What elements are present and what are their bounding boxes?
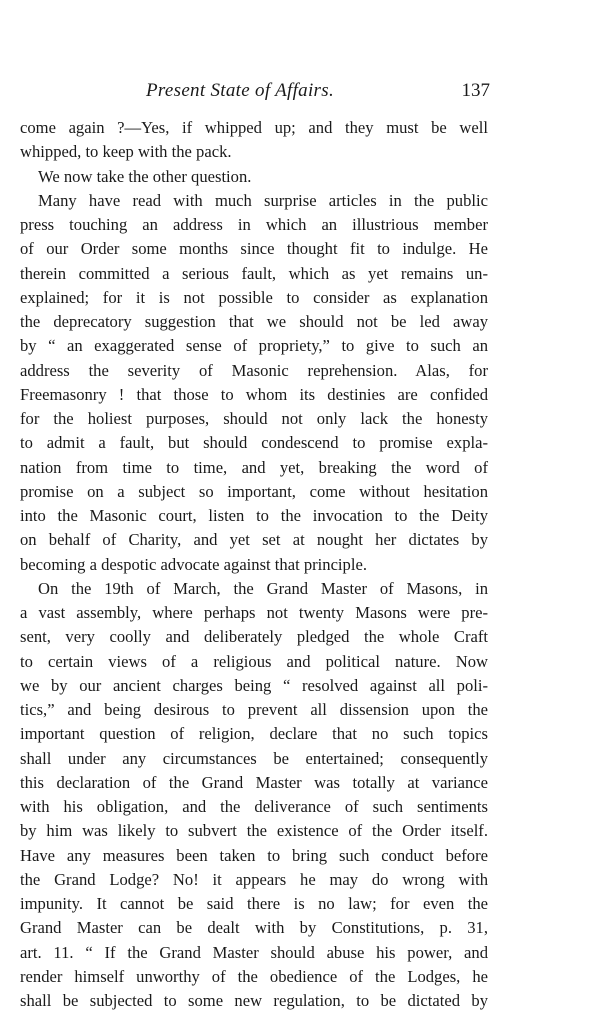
body-text: [20, 116, 488, 1013]
text-line: render himself unworthy of the obedience of the Lodges, he: [20, 966, 488, 986]
text-line: of our Order some months since thought fit to indulge. He: [20, 239, 488, 259]
text-line: Have any measures been taken to bring such conduct before: [20, 845, 488, 865]
running-title: Present State of Affairs.: [146, 80, 334, 101]
text-line: nation from time to time, and yet, breaking the word of: [20, 457, 488, 477]
text-line: by “ an exaggerated sense of propriety,” to give to such an: [20, 336, 488, 356]
text-line: into the Masonic court, listen to the invocation to the Deity: [20, 506, 488, 525]
text-line: we by our ancient charges being “ resolved against all poli-: [20, 675, 488, 695]
text-line: a vast assembly, where perhaps not twenty Masons were pre-: [20, 603, 488, 622]
text-line: sent, very coolly and deliberately pledged the whole Craft: [20, 627, 488, 647]
text-line: Freemasonry ! that those to whom its destinies are confided: [20, 384, 488, 404]
text-line: shall be subjected to some new regulation, to be dictated by: [20, 991, 488, 1010]
text-line: whipped, to keep with the pack.: [20, 142, 232, 162]
paragraph-first-line: We now take the other question.: [38, 166, 252, 186]
text-line: promise on a subject so important, come without hesitation: [20, 481, 488, 501]
text-line: shall under any circumstances be entertained; consequently: [20, 748, 488, 768]
text-line: by him was likely to subvert the existence of the Order itself.: [20, 821, 488, 841]
text-line: important question of religion, declare that no such topics: [20, 724, 488, 744]
text-line: the Grand Lodge? No! it appears he may do wrong with: [20, 869, 488, 889]
text-line: art. 11. “ If the Grand Master should abuse his power, and: [20, 942, 488, 962]
running-head: [20, 80, 490, 104]
text-line: this declaration of the Grand Master was totally at variance: [20, 772, 488, 792]
page-number: 137: [461, 80, 490, 101]
text-line: address the severity of Masonic reprehension. Alas, for: [20, 360, 488, 380]
paragraph-first-line: Many have read with much surprise articles in the public: [38, 190, 488, 210]
text-line: Grand Master can be dealt with by Constitutions, p. 31,: [20, 918, 488, 938]
text-line: to admit a fault, but should condescend to promise expla-: [20, 433, 488, 453]
text-line: press touching an address in which an illustrious member: [20, 215, 488, 234]
text-line: for the holiest purposes, should not only lack the honesty: [20, 409, 488, 428]
text-line: becoming a despotic advocate against that principle.: [20, 554, 367, 574]
text-line: to certain views of a religious and political nature. Now: [20, 651, 488, 671]
text-line: come again ?—Yes, if whipped up; and they must be well: [20, 118, 488, 137]
text-line: tics,” and being desirous to prevent all dissension upon the: [20, 700, 488, 719]
text-line: explained; for it is not possible to consider as explanation: [20, 287, 488, 307]
text-line: the deprecatory suggestion that we should not be led away: [20, 312, 488, 331]
text-line: impunity. It cannot be said there is no law; for even the: [20, 894, 488, 913]
text-line: therein committed a serious fault, which as yet remains un-: [20, 263, 488, 283]
text-line: with his obligation, and the deliverance of such sentiments: [20, 797, 488, 816]
paragraph-first-line: On the 19th of March, the Grand Master of Masons, in: [38, 578, 488, 598]
text-line: on behalf of Charity, and yet set at nought her dictates by: [20, 530, 488, 550]
